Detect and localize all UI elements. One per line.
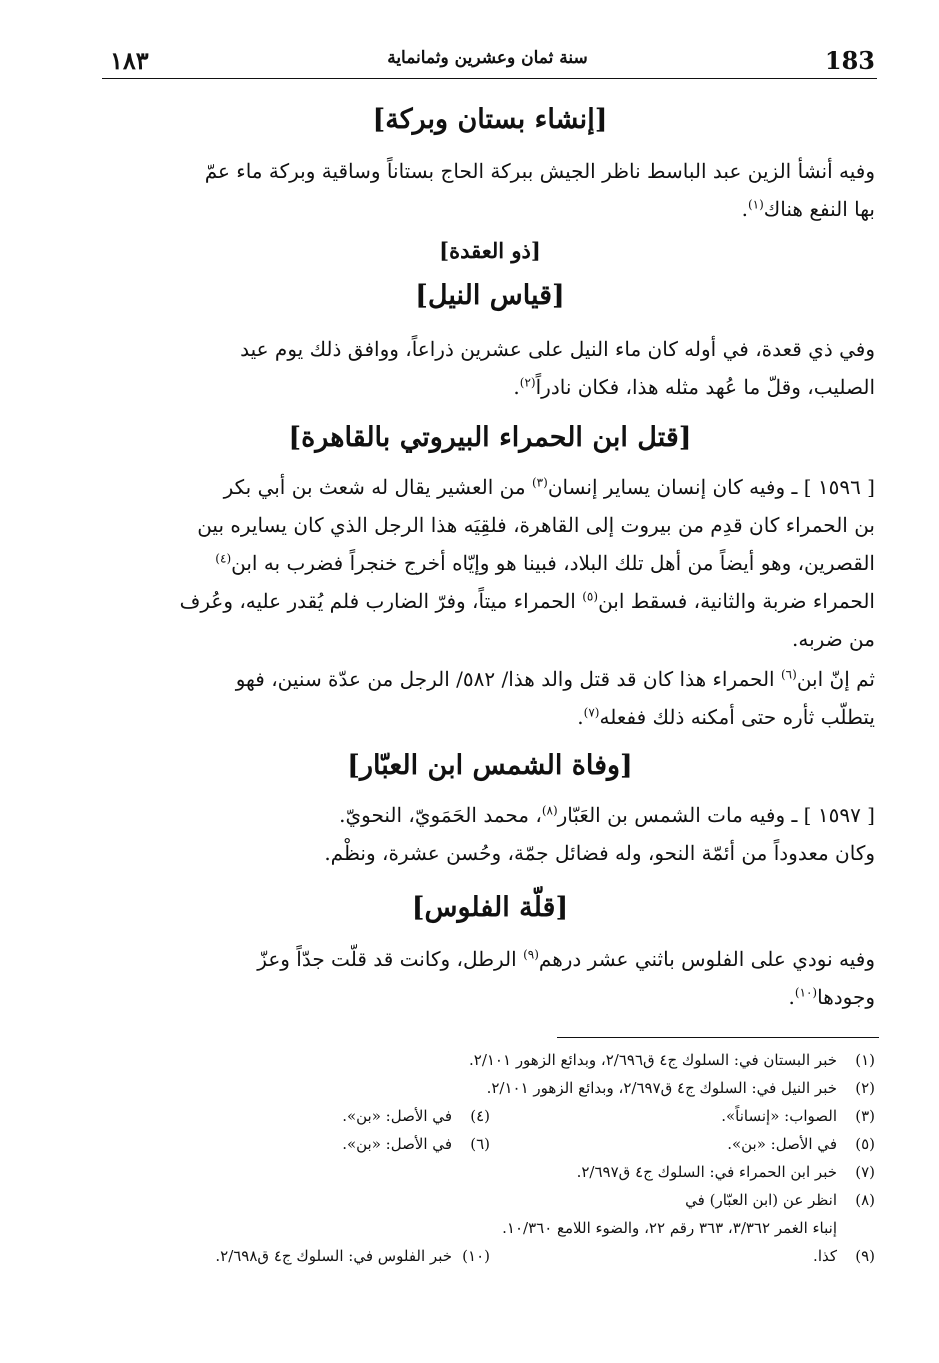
text-span: وفيه نودي على الفلوس باثني عشر درهم [538, 947, 875, 971]
footnote-row [105, 1214, 875, 1242]
footnote-ref: (٢) [519, 375, 536, 390]
footnote-text: في الأصل: «بن». [342, 1135, 452, 1153]
section-heading-death: [وفاة الشمس ابن العبّار] [347, 750, 633, 781]
section-heading-killing: [قتل ابن الحمراء البيروتي بالقاهرة] [288, 422, 692, 453]
text-line [105, 468, 875, 506]
text-span: . [513, 375, 520, 399]
text-line [105, 190, 875, 228]
paragraph-coins [105, 940, 875, 1016]
text-line: وفيه أنشأ الزين عبد الباسط ناظر الجيش ببركة الحاج بستاناً وساقية وبركة ماء عمّ [204, 159, 875, 183]
running-title: سنة ثمان وعشرين وثمانماية [387, 48, 588, 68]
text-span: [ ١٥٩٧ ] ـ وفيه مات الشمس بن العَبّار [557, 803, 875, 827]
footnote-ref: (٧) [583, 705, 600, 720]
footnote-number: (٨) [855, 1191, 875, 1209]
header-rule [102, 78, 877, 79]
text-line [105, 940, 875, 978]
text-span: الحمراء ميتاً، وفرّ الضارب فلم يُقدر عليه، وعُرف [179, 589, 583, 613]
text-line: بن الحمراء كان قدِم من بيروت إلى القاهرة، فلقِيَه هذا الرجل الذي كان يسايره بين [197, 513, 875, 537]
footnote-number: (١٠) [462, 1247, 490, 1265]
footnote-ref: (١) [747, 197, 764, 212]
footnote-row [105, 1130, 875, 1158]
text-span: . [788, 985, 795, 1009]
paragraph-killing-2 [105, 660, 875, 736]
text-line [105, 368, 875, 406]
paragraph-garden [105, 152, 875, 228]
footnote-number: (١) [855, 1051, 875, 1069]
text-span: من العشير يقال له شعث بن أبي بكر [223, 475, 532, 499]
footnote-ref: (٣) [531, 475, 548, 490]
footnote-text: خبر الفلوس في: السلوك ج٤ ق٢/٦٩٨. [215, 1247, 452, 1265]
footnote-ref: (٨) [541, 803, 558, 818]
text-span: وجودها [817, 985, 875, 1009]
page-number-latin: 183 [824, 46, 875, 75]
month-heading: [ذو العقدة] [439, 238, 541, 263]
text-span: الحمراء ضربة والثانية، فسقط ابن [598, 589, 875, 613]
footnote-number: (٣) [855, 1107, 875, 1125]
footnote-ref: (٦) [780, 667, 797, 682]
footnote-ref: (٥) [582, 589, 599, 604]
footnote-row [105, 1242, 875, 1270]
footnote-text: خبر النيل في: السلوك ج٤ ق٢/٦٩٧، وبدائع الزهور ٢/١٠١. [486, 1079, 837, 1097]
section-heading-coins: [قلّة الفلوس] [411, 892, 569, 923]
footnote-number: (٧) [855, 1163, 875, 1181]
text-span: يتطلّب ثأره حتى أمكنه ذلك ففعله [599, 705, 875, 729]
text-line [105, 698, 875, 736]
footnote-row [105, 1186, 875, 1214]
footnote-row [105, 1046, 875, 1074]
footnotes [105, 1046, 875, 1270]
footnote-number: (٦) [470, 1135, 490, 1153]
footnote-ref: (٤) [215, 551, 232, 566]
footnote-text: إنباء الغمر ٣/٣٦٢، ٣٦٣ رقم ٢٢، والضوء اللامع ١٠/٣٦٠. [502, 1219, 837, 1237]
text-span: ، محمد الحَمَويّ، النحويّ. [339, 803, 542, 827]
footnote-text: خبر البستان في: السلوك ج٤ ق٢/٦٩٦، وبدائع الزهور ٢/١٠١. [468, 1051, 837, 1069]
footnote-text: خبر ابن الحمراء في: السلوك ج٤ ق٢/٦٩٧. [576, 1163, 837, 1181]
text-line [105, 660, 875, 698]
paragraph-nile [105, 330, 875, 406]
text-span: . [741, 197, 748, 221]
text-line [105, 582, 875, 620]
footnote-text: كذا. [813, 1247, 837, 1265]
footnote-text: انظر عن (ابن العبّار) في [685, 1191, 837, 1209]
text-line [105, 796, 875, 834]
footnote-ref: (٩) [523, 947, 539, 962]
text-line [105, 978, 875, 1016]
footnote-row [105, 1102, 875, 1130]
text-line: وكان معدوداً من أئمّة النحو، وله فضائل جمّة، وحُسن عشرة، ونظْم. [324, 841, 875, 865]
footnote-row [105, 1074, 875, 1102]
text-span: ثم إنّ ابن [796, 667, 875, 691]
text-span: الصليب، وقلّ ما عُهد مثله هذا، فكان نادراً [535, 375, 875, 399]
section-heading-nile: [قياس النيل] [415, 280, 565, 311]
footnote-rule [557, 1037, 879, 1038]
footnote-number: (٢) [855, 1079, 875, 1097]
footnote-ref: (١٠) [794, 985, 818, 1000]
footnote-row [105, 1158, 875, 1186]
text-span: . [577, 705, 584, 729]
paragraph-killing-1 [105, 468, 875, 658]
footnote-text: الصواب: «إنساناً». [721, 1107, 837, 1125]
text-span: القصرين، وهو أيضاً من أهل تلك البلاد، فبينا هو وإيّاه أخرج خنجراً فضرب به ابن [231, 551, 875, 575]
paragraph-death [105, 796, 875, 872]
text-line: من ضربه. [792, 627, 875, 651]
text-span: [ ١٥٩٦ ] ـ وفيه كان إنسان يساير إنسان [547, 475, 875, 499]
text-span: الحمراء هذا كان قد قتل والد هذا/ ٥٨٢/ الرجل من عدّة سنين، فهو [235, 667, 781, 691]
footnote-number: (٤) [470, 1107, 490, 1125]
page-number-arabic: ١٨٣ [110, 46, 149, 75]
footnote-text: في الأصل: «بن». [342, 1107, 452, 1125]
text-line [105, 544, 875, 582]
footnote-text: في الأصل: «بن». [727, 1135, 837, 1153]
section-heading-garden: [إنشاء بستان وبركة] [372, 104, 608, 135]
footnote-number: (٥) [855, 1135, 875, 1153]
text-span: بها النفع هناك [763, 197, 875, 221]
page-header [100, 40, 875, 80]
footnote-number: (٩) [855, 1247, 875, 1265]
text-line: وفي ذي قعدة، في أوله كان ماء النيل على عشرين ذراعاً، ووافق ذلك يوم عيد [240, 337, 875, 361]
text-span: الرطل، وكانت قد قلّت جدّاً وعزّ [257, 947, 524, 971]
